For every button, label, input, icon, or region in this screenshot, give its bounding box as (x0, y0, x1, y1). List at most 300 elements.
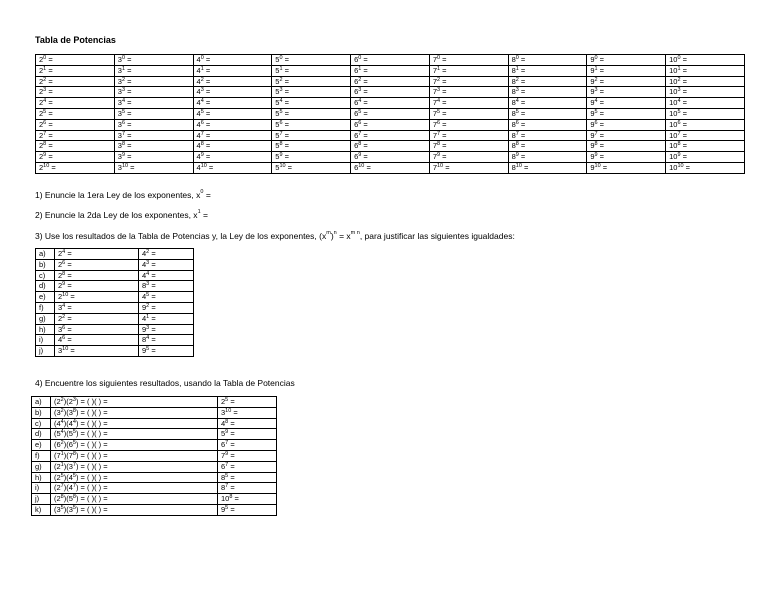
power-expression: $3^4$ = (117, 98, 132, 108)
exponent: 3 (146, 324, 150, 331)
exponent: 8 (594, 141, 598, 148)
power-expression: $8^7$ = (221, 483, 235, 493)
product-expression: $(2^7)(4^7)$ = ( )( ) = (51, 483, 218, 494)
exponent: 5 (146, 292, 150, 299)
table-row (32, 461, 277, 472)
table-row (36, 335, 194, 346)
power-expression: $7^{10}$ = (432, 162, 450, 172)
exponent: 9 (594, 152, 598, 159)
power-cell (351, 76, 430, 87)
power-expression: $8^3$ = (511, 87, 526, 97)
table-row (36, 324, 194, 335)
exponent: 4 (594, 98, 598, 105)
exponent: 10 (200, 162, 207, 169)
power-expression: $3^6$ = (58, 324, 72, 334)
power-expression: $8^5$ = (511, 108, 526, 118)
exponent: 1 (60, 450, 64, 457)
right-expression (139, 346, 194, 357)
power-cell (429, 119, 508, 130)
power-expression: $2^8$ (56, 494, 64, 504)
exponent: 9 (43, 152, 47, 159)
exponent: 3 (43, 87, 47, 94)
power-expression: $6^5$ = (354, 108, 368, 118)
power-cell (193, 55, 272, 66)
exponent: 5 (677, 108, 681, 115)
power-cell (666, 108, 745, 119)
result-expression (218, 472, 277, 483)
result-expression (218, 494, 277, 505)
power-expression: $2^7$ (56, 483, 64, 493)
power-cell (272, 162, 351, 173)
power-cell (587, 141, 666, 152)
power-cell (587, 130, 666, 141)
exponent: 9 (62, 281, 66, 288)
power-expression: $3^2$ (56, 407, 64, 417)
power-expression: $9^7$ = (590, 130, 605, 140)
power-cell (587, 76, 666, 87)
exponent: 7 (200, 130, 204, 137)
right-expression (139, 324, 194, 335)
power-cell (666, 98, 745, 109)
power-expression: $8^5$ = (221, 472, 235, 482)
power-expression: $5^0$ = (275, 55, 289, 64)
exponent: 7 (225, 461, 229, 468)
exponent: 5 (200, 108, 204, 115)
question-2: 2) Enuncie la 2da Ley de los exponentes, $x^1$ = (35, 209, 208, 220)
product-expression: $(6^2)(6^5)$ = ( )( ) = (51, 440, 218, 451)
left-expression (55, 302, 139, 313)
products-table (31, 396, 277, 516)
table-row (36, 162, 745, 173)
power-expression: $2^2$ = (58, 313, 72, 323)
power-expression: $4^1$ = (196, 65, 211, 75)
exponent: 8 (358, 141, 362, 148)
power-expression: $2^3$ = (39, 87, 53, 97)
exponent: 10 (437, 162, 444, 169)
table-row (36, 65, 745, 76)
table-row (36, 152, 745, 163)
power-expression: $6^8$ = (354, 141, 368, 151)
power-cell (351, 162, 430, 173)
exponent: 3 (146, 281, 150, 288)
exponent: 4 (146, 335, 150, 342)
power-expression: $2^6$ = (58, 259, 72, 269)
power-expression: $9^{10}$ = (590, 162, 608, 172)
table-row (36, 302, 194, 313)
table-row (32, 397, 277, 408)
table-row (32, 407, 277, 418)
power-cell (666, 65, 745, 76)
exponent: 6 (43, 119, 47, 126)
power-cell (429, 55, 508, 66)
power-cell (36, 98, 115, 109)
exponent: 2 (60, 397, 64, 403)
power-cell (272, 98, 351, 109)
exponent: 5 (279, 108, 283, 115)
result-expression (218, 418, 277, 429)
exponent: 1 (594, 65, 598, 72)
power-expression: $8^0$ = (511, 55, 526, 64)
power-expression: $9^5$ = (221, 504, 235, 514)
power-expression: $2^5$ (56, 472, 64, 482)
power-expression: $6^7$ = (221, 440, 235, 450)
exponent: 7 (225, 440, 229, 447)
power-expression: $10^8$ = (221, 494, 239, 504)
row-label: d) (36, 281, 55, 292)
power-expression: $4^5$ (68, 472, 76, 482)
power-expression: $9^8$ = (590, 141, 605, 151)
power-expression: $2^6$ = (39, 119, 53, 129)
exponent: 5 (515, 108, 519, 115)
exponent: 1 (146, 313, 150, 320)
exponent: 6 (677, 119, 681, 126)
row-label: j) (36, 346, 55, 357)
power-expression: $2^9$ = (58, 281, 72, 291)
power-expression: $6^6$ = (354, 119, 368, 129)
power-expression: $4^4$ = (142, 270, 156, 280)
exponent: 4 (515, 98, 519, 105)
power-expression: $4^6$ = (196, 119, 211, 129)
power-expression: $3^5$ (56, 504, 64, 514)
power-expression: $9^4$ = (590, 98, 605, 108)
product-expression: $(2^8)(5^8)$ = ( )( ) = (51, 494, 218, 505)
power-expression: $10^0$ = (669, 55, 687, 64)
power-expression: $3^2$ = (117, 76, 132, 86)
power-expression: $4^8$ = (196, 141, 211, 151)
power-cell (587, 87, 666, 98)
power-expression: $6^1$ = (354, 65, 368, 75)
power-cell (114, 119, 193, 130)
exponent: 10 (225, 407, 232, 414)
row-label: f) (32, 450, 51, 461)
exponent: 4 (60, 418, 64, 425)
left-expression (55, 324, 139, 335)
power-cell (587, 98, 666, 109)
table-row (32, 472, 277, 483)
power-cell (36, 130, 115, 141)
exponent: 8 (200, 141, 204, 148)
power-expression: $7^5$ = (432, 108, 447, 118)
exponent: 0 (594, 55, 598, 61)
exponent: 1 (677, 65, 681, 72)
power-cell (587, 55, 666, 66)
power-expression: $4^4$ (56, 418, 64, 428)
exponent: 7 (60, 483, 64, 490)
page-title: Tabla de Potencias (35, 35, 116, 45)
exponent: 7 (677, 130, 681, 137)
power-expression: $4^9$ = (196, 152, 211, 162)
exponent: 0 (279, 55, 283, 61)
exponent: 1 (60, 461, 64, 468)
exponent: 2 (60, 440, 64, 447)
exponent: 3 (437, 87, 441, 94)
power-expression: $4^1$ = (142, 313, 156, 323)
power-expression: $7^7$ = (432, 130, 447, 140)
power-expression: $5^4$ = (275, 98, 289, 108)
power-expression: $7^0$ = (432, 55, 447, 64)
power-expression: $2^4$ = (39, 98, 53, 108)
power-expression: $5^8$ = (275, 141, 289, 151)
exponent: 6 (62, 324, 66, 331)
power-cell (508, 65, 587, 76)
exponent: 8 (72, 450, 76, 457)
power-cell (666, 119, 745, 130)
power-cell (114, 98, 193, 109)
exponent: 1 (515, 65, 519, 72)
power-cell (272, 108, 351, 119)
power-expression: $5^8$ (68, 494, 76, 504)
result-expression (218, 440, 277, 451)
exponent: 10 (677, 162, 684, 169)
power-cell (272, 87, 351, 98)
power-cell (587, 108, 666, 119)
power-cell (587, 152, 666, 163)
power-expression: $10^9$ = (669, 152, 687, 162)
exponent: 4 (437, 98, 441, 105)
exponent: 5 (225, 504, 229, 511)
power-expression: $4^8$ = (221, 418, 235, 428)
exponent: 1 (358, 65, 362, 72)
exponent: 7 (515, 130, 519, 137)
exponent: 3 (279, 87, 283, 94)
power-cell (193, 141, 272, 152)
exponent: 9 (515, 152, 519, 159)
power-cell (114, 130, 193, 141)
power-cell (36, 87, 115, 98)
power-expression: $10^2$ = (669, 76, 687, 86)
table-row (36, 108, 745, 119)
table-row (36, 259, 194, 270)
table-row (32, 504, 277, 515)
exponent: 7 (279, 130, 283, 137)
row-label: i) (32, 483, 51, 494)
exponent: 8 (121, 141, 125, 148)
row-label: k) (32, 504, 51, 515)
exponent: 2 (677, 76, 681, 83)
power-cell (587, 119, 666, 130)
exponent: 2 (43, 76, 47, 83)
power-expression: $8^3$ = (142, 281, 156, 291)
row-label: d) (32, 429, 51, 440)
power-cell (272, 65, 351, 76)
power-cell (193, 87, 272, 98)
power-expression: $4^2$ = (142, 249, 156, 258)
power-cell (114, 65, 193, 76)
question-4: 4) Encuentre los siguientes resultados, usando la Tabla de Potencias (35, 378, 295, 388)
exponent: 10 (515, 162, 522, 169)
power-expression: $3^4$ = (58, 302, 72, 312)
row-label: j) (32, 494, 51, 505)
power-cell (272, 130, 351, 141)
exponent: 4 (677, 98, 681, 105)
row-label: b) (32, 407, 51, 418)
power-expression: $8^1$ = (511, 65, 526, 75)
table-row (36, 76, 745, 87)
power-cell (508, 152, 587, 163)
exponent: 5 (72, 429, 76, 436)
power-expression: $9^1$ = (590, 65, 605, 75)
power-expression: $7^2$ = (432, 76, 447, 86)
row-label: h) (32, 472, 51, 483)
exponent: 9 (200, 152, 204, 159)
power-expression: $10^7$ = (669, 130, 687, 140)
power-cell (114, 162, 193, 173)
table-row (36, 313, 194, 324)
exponent: 3 (594, 87, 598, 94)
exponent: 2 (62, 313, 66, 320)
exponent: 8 (279, 141, 283, 148)
power-expression: $2^{10}$ = (39, 162, 56, 172)
exponent: 4 (43, 98, 47, 105)
table-row (36, 98, 745, 109)
exponent: 2 (60, 407, 64, 414)
power-cell (36, 119, 115, 130)
exponent: 8 (72, 407, 76, 414)
table-row (32, 440, 277, 451)
question-3: 3) Use los resultados de la Tabla de Potencias y, la Ley de los exponentes, $(x^m)^n = x^{m n}$, para justificar las siguientes igualdades: (35, 230, 515, 241)
table-row (32, 494, 277, 505)
exponent: 0 (121, 55, 125, 61)
exponent: 0 (43, 55, 47, 61)
exponent: 5 (594, 108, 598, 115)
table-row (36, 281, 194, 292)
exponent: 9 (677, 152, 681, 159)
exponent: 3 (515, 87, 519, 94)
exponent: 0 (515, 55, 519, 61)
power-cell (508, 76, 587, 87)
exponent: 3 (121, 87, 125, 94)
exponent: 8 (62, 270, 66, 277)
power-expression: $4^7$ = (196, 130, 211, 140)
exponent: 5 (60, 472, 64, 479)
power-expression: $2^1$ (56, 461, 64, 471)
result-expression (218, 483, 277, 494)
power-expression: $2^8$ = (58, 270, 72, 280)
exponent: 9 (225, 429, 229, 436)
power-expression: $6^9$ = (354, 152, 368, 162)
exponent: 10 (279, 162, 286, 169)
exponent: 9 (225, 450, 229, 457)
exponent: 10 (594, 162, 601, 169)
power-expression: $7^9$ = (221, 450, 235, 460)
row-label: c) (32, 418, 51, 429)
exponent: 5 (121, 108, 125, 115)
power-expression: $2^8$ = (39, 141, 53, 151)
exponent: 3 (200, 87, 204, 94)
power-expression: $3^5$ (68, 504, 76, 514)
left-expression (55, 249, 139, 260)
result-expression (218, 461, 277, 472)
row-label: e) (36, 292, 55, 303)
exponent: 4 (62, 302, 66, 309)
power-expression: $8^9$ = (511, 152, 526, 162)
exponent: 5 (72, 440, 76, 447)
exponent: 10 (62, 292, 69, 299)
exponent: 3 (358, 87, 362, 94)
question-1: 1) Enuncie la 1era Ley de los exponentes, $x^0$ = (35, 189, 211, 200)
power-expression: $8^8$ = (511, 141, 526, 151)
exponent: 2 (200, 76, 204, 83)
exponent: 2 (146, 249, 150, 255)
power-expression: $9^6$ = (590, 119, 605, 129)
table-row (32, 450, 277, 461)
identities-table (35, 248, 194, 357)
right-expression (139, 270, 194, 281)
power-cell (429, 108, 508, 119)
exponent: 6 (515, 119, 519, 126)
power-expression: $10^{10}$ = (669, 162, 691, 172)
power-cell (666, 87, 745, 98)
product-expression: $(4^4)(4^4)$ = ( )( ) = (51, 418, 218, 429)
power-cell (36, 65, 115, 76)
power-expression: $10^4$ = (669, 98, 687, 108)
power-expression: $9^0$ = (590, 55, 605, 64)
exponent: 4 (358, 98, 362, 105)
power-expression: $7^8$ = (432, 141, 447, 151)
power-cell (351, 87, 430, 98)
power-expression: $10^1$ = (669, 65, 687, 75)
power-expression: $3^7$ = (117, 130, 132, 140)
exponent: 4 (72, 418, 76, 425)
table-row (36, 249, 194, 260)
power-cell (508, 108, 587, 119)
row-label: a) (36, 249, 55, 260)
exponent: 3 (72, 397, 76, 403)
exponent: 2 (358, 76, 362, 83)
power-expression: $6^4$ = (354, 98, 368, 108)
power-expression: $10^5$ = (669, 108, 687, 118)
power-expression: $7^4$ = (432, 98, 447, 108)
power-expression: $5^9$ = (275, 152, 289, 162)
power-cell (429, 65, 508, 76)
exponent: 9 (437, 152, 441, 159)
power-expression: $2^4$ = (58, 249, 72, 258)
power-expression: $6^7$ = (221, 461, 235, 471)
product-expression: $(2^5)(4^5)$ = ( )( ) = (51, 472, 218, 483)
power-cell (666, 55, 745, 66)
row-label: h) (36, 324, 55, 335)
power-cell (272, 141, 351, 152)
right-expression (139, 335, 194, 346)
table-row (36, 87, 745, 98)
power-cell (114, 87, 193, 98)
power-expression: $8^{10}$ = (511, 162, 529, 172)
exponent: 8 (515, 141, 519, 148)
power-expression: $6^0$ = (354, 55, 368, 64)
power-expression: $3^8$ (68, 407, 76, 417)
power-cell (36, 76, 115, 87)
right-expression (139, 259, 194, 270)
exponent: 6 (62, 335, 66, 342)
exponent: 10 (43, 162, 50, 169)
product-expression: $(2^1)(3^7)$ = ( )( ) = (51, 461, 218, 472)
exponent: 1 (279, 65, 283, 72)
power-cell (508, 98, 587, 109)
exponent: 4 (121, 98, 125, 105)
exponent: 8 (677, 141, 681, 148)
power-cell (666, 162, 745, 173)
exponent: 1 (437, 65, 441, 72)
row-label: f) (36, 302, 55, 313)
row-label: c) (36, 270, 55, 281)
power-expression: $7^6$ = (432, 119, 447, 129)
table-row (36, 141, 745, 152)
exponent: 2 (121, 76, 125, 83)
exponent: 5 (358, 108, 362, 115)
power-cell (508, 55, 587, 66)
exponent: 0 (677, 55, 681, 61)
left-expression (55, 281, 139, 292)
